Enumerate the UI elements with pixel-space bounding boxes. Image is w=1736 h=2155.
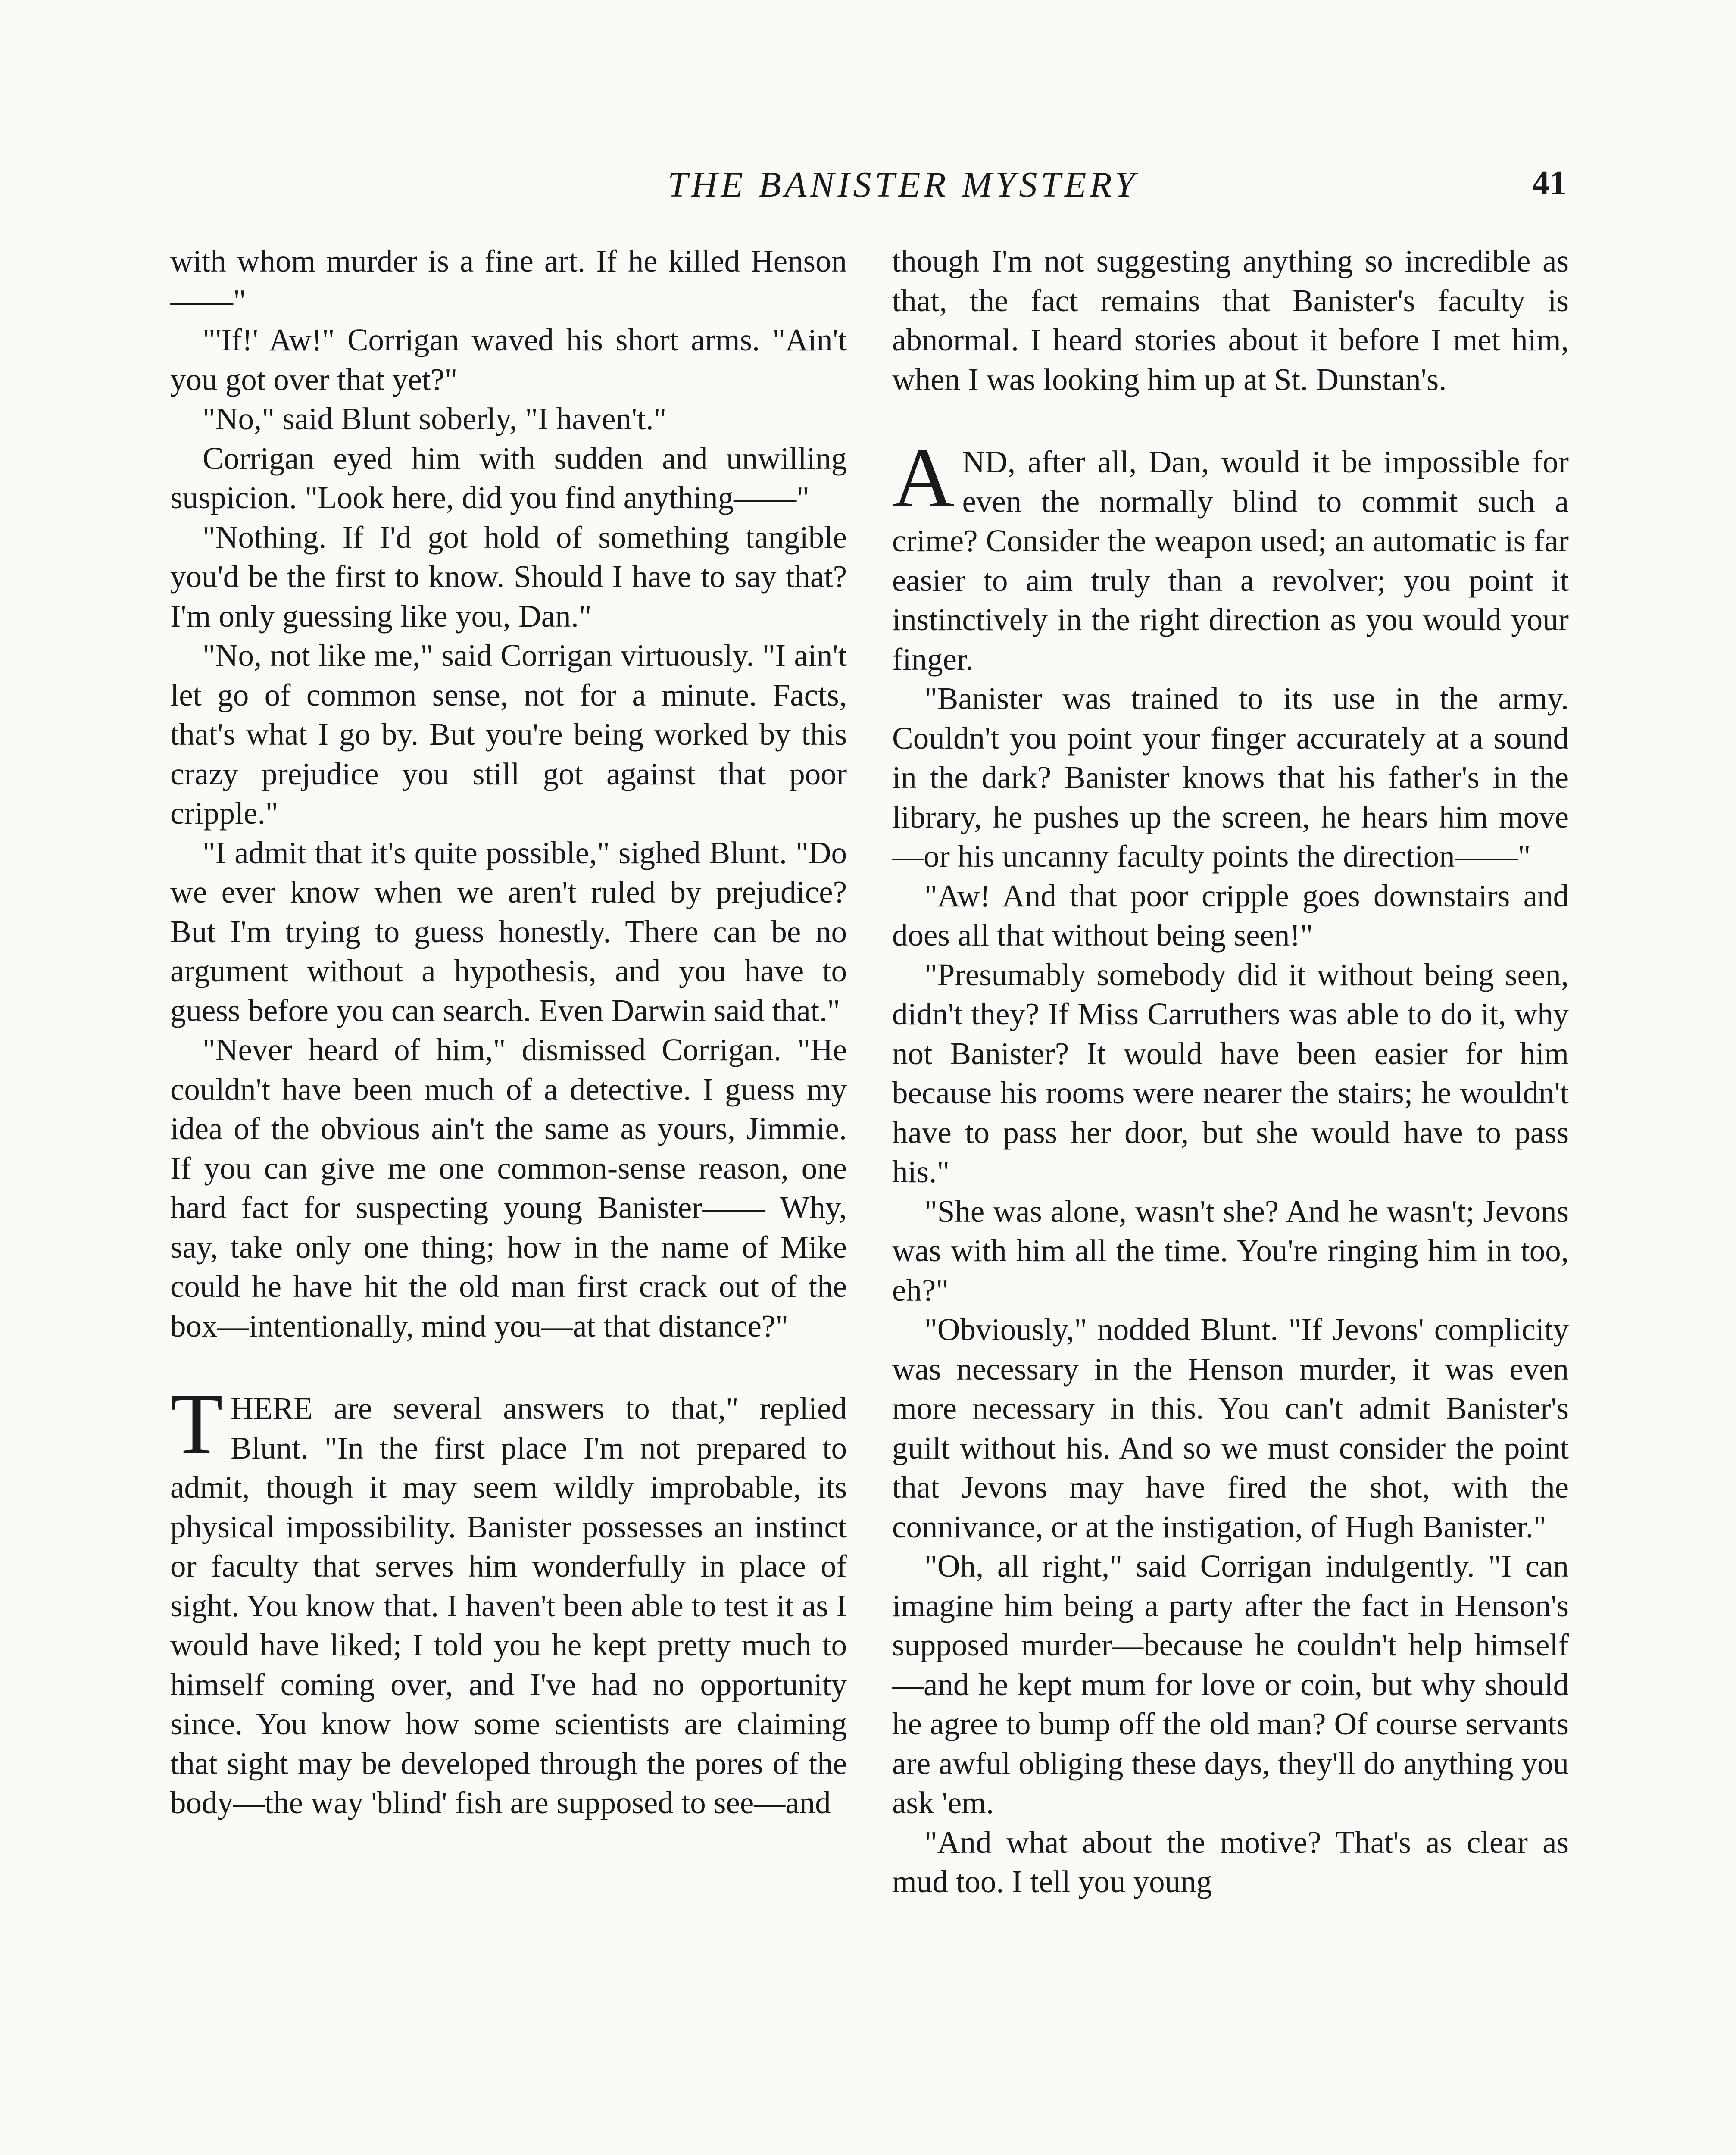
paragraph-text: "And what about the motive? That's as clear as mud too. I tell you young [892,1824,1569,1899]
paragraph-text: "No," said Blunt soberly, "I haven't." [203,401,667,436]
paragraph-text: "'If!' Aw!" Corrigan waved his short arms. "Ain't you got over that yet?" [170,322,847,397]
paragraph [170,399,847,439]
paragraph-text: HERE are several answers to that," replied Blunt. "In the first place I'm not prepared to admit, though it may seem wildly improbable, its physical impossibility. Banister possesses an instinct or faculty that serves him wonderfully in place of sight. You know that. I haven't been able to test it as I would have liked; I told you he kept pretty much to himself coming over, and I've had no opportunity since. You know how some scientists are claiming that sight may be developed through the pores of the body—the way 'blind' fish are supposed to see—and [170,1391,847,1820]
paragraph-text: Corrigan eyed him with sudden and unwilling suspicion. "Look here, did you find anything——" [170,440,847,515]
paragraph-text: "Oh, all right," said Corrigan indulgently. "I can imagine him being a party after the fact in Henson's supposed murder—because he couldn't help himself—and he kept mum for love or coin, but why should he agree to bump off the old man? Of course servants are awful obliging these days, they'll do anything you ask 'em. [892,1549,1569,1820]
paragraph [170,439,847,518]
paragraph [892,430,1569,679]
paragraph [170,1377,847,1823]
page-number: 41 [1532,164,1567,202]
paragraph [892,1310,1569,1546]
paragraph [892,876,1569,955]
paragraph [170,833,847,1031]
paragraph-text: ND, after all, Dan, would it be impossible for even the normally blind to commit such a crime? Consider the weapon used; an automatic is far easier to aim truly than a revolver; you point it instinctively in the right direction as you would your finger. [892,444,1569,677]
paragraph [170,1030,847,1346]
paragraph-text: "Presumably somebody did it without being seen, didn't they? If Miss Carruthers was able to do it, why not Banister? It would have been easier for him because his rooms were nearer the stairs; he wouldn't have to pass her door, but she would have to pass his." [892,957,1569,1189]
drop-cap: A [892,430,955,525]
paragraph [170,636,847,833]
paragraph-text: "Banister was trained to its use in the army. Couldn't you point your finger accurately at a sound in the dark? Banister knows that his father's in the library, he pushes up the screen, he hears him move—or his uncanny faculty points the direction——" [892,681,1569,874]
paragraph-text: with whom murder is a fine art. If he killed Henson——" [170,244,847,318]
paragraph [170,518,847,636]
paragraph [892,241,1569,399]
paragraph [170,320,847,399]
paragraph [892,1823,1569,1902]
paragraph-text: "No, not like me," said Corrigan virtuously. "I ain't let go of common sense, not for a minute. Facts, that's what I go by. But you're being worked by this crazy prejudice you still got against that poor cripple." [170,638,847,831]
paragraph [892,1546,1569,1823]
paragraph [892,1192,1569,1310]
paragraph [170,241,847,320]
left-column [170,241,847,1823]
paragraph-text: "Nothing. If I'd got hold of something tangible you'd be the first to know. Should I have to say that? I'm only guessing like you, Dan." [170,519,847,634]
paragraph-text: "Obviously," nodded Blunt. "If Jevons' complicity was necessary in the Henson murder, it was even more necessary in this. You can't admit Banister's guilt without his. And so we must consider the point that Jevons may have fired the shot, with the connivance, or at the instigation, of Hugh Banister." [892,1312,1569,1544]
running-title: THE BANISTER MYSTERY [668,165,1138,205]
paragraph-text: "I admit that it's quite possible," sighed Blunt. "Do we ever know when we aren't ruled by prejudice? But I'm trying to guess honestly. There can be no argument without a hypothesis, and you have to guess before you can search. Even Darwin said that." [170,835,847,1028]
drop-cap: T [170,1377,223,1472]
paragraph [892,679,1569,876]
paragraph-text: "Never heard of him," dismissed Corrigan. "He couldn't have been much of a detective. I guess my idea of the obvious ain't the same as yours, Jimmie. If you can give me one common-sense reason, one hard fact for suspecting young Banister—— Why, say, take only one thing; how in the name of Mike could he have hit the old man first crack out of the box—intentionally, mind you—at that distance?" [170,1032,847,1343]
paragraph-text: "Aw! And that poor cripple goes downstairs and does all that without being seen!" [892,878,1569,953]
right-column [892,241,1569,1902]
paragraph-text: though I'm not suggesting anything so incredible as that, the fact remains that Banister's faculty is abnormal. I heard stories about it before I met him, when I was looking him up at St. Dunstan's. [892,244,1569,397]
paragraph-text: "She was alone, wasn't she? And he wasn't; Jevons was with him all the time. You're ringing him in too, eh?" [892,1193,1569,1308]
page-header [170,164,1567,216]
paragraph [892,955,1569,1192]
